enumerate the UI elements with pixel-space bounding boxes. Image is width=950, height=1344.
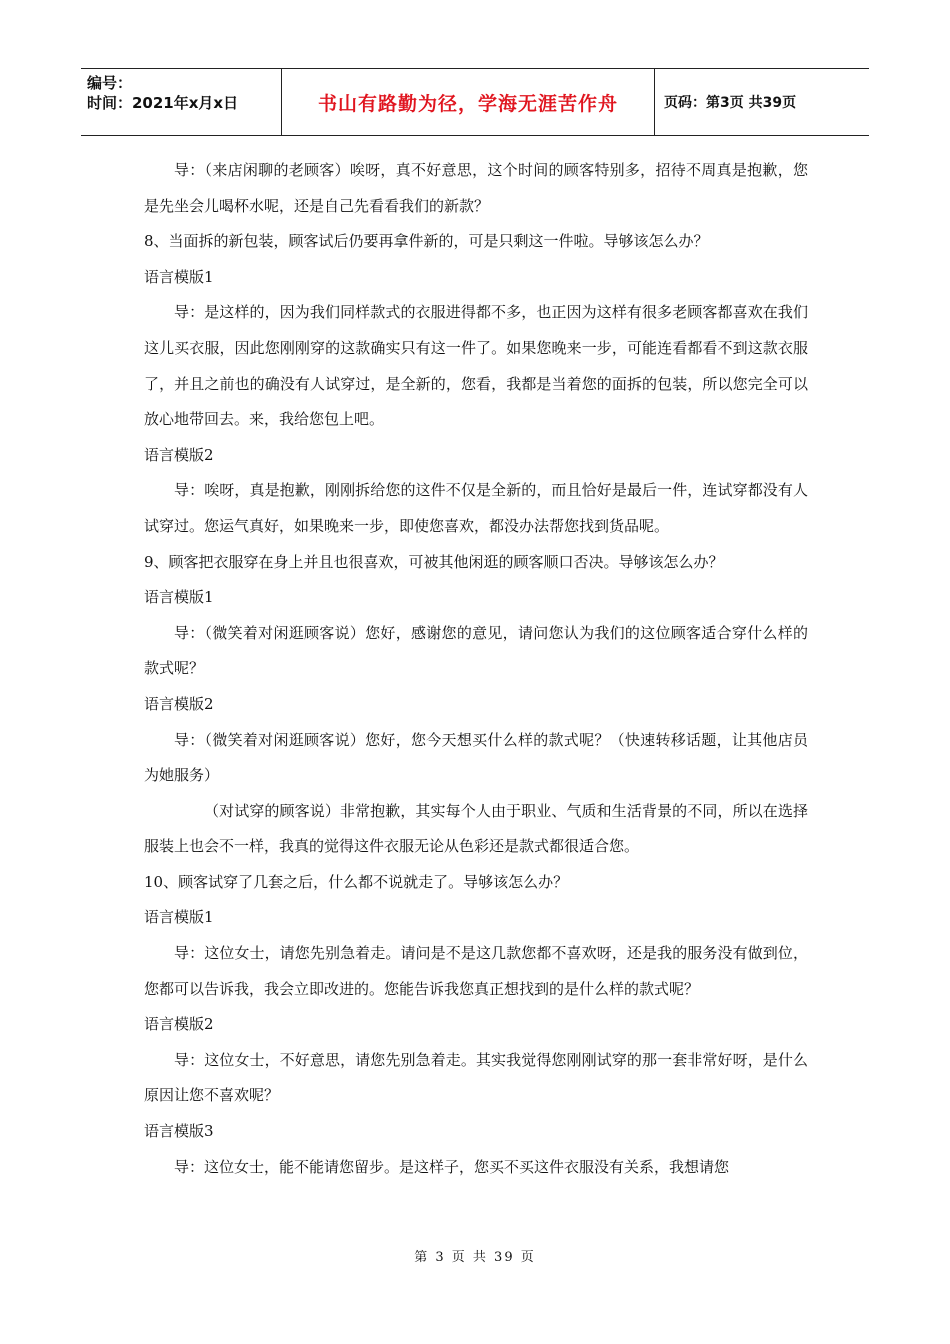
header-meta — [81, 69, 282, 135]
template-label: 语言模版2 — [144, 694, 214, 713]
paragraph: 导：这位女士，能不能请您留步。是这样子，您买不买这件衣服没有关系，我想请您 — [174, 1157, 730, 1176]
page-footer: 第 3 页 共 39 页 — [414, 1250, 536, 1265]
number-label: 编号： — [87, 74, 133, 92]
question-heading: 8、当面拆的新包装，顾客试后仍要再拿件新的，可是只剩这一件啦。导够该怎么办？ — [144, 232, 709, 251]
document-body — [144, 153, 808, 1185]
header-motto: 书山有路勤为径，学海无涯苦作舟 — [282, 69, 655, 135]
paragraph: 导：这位女士，请您先别急着走。请问是不是这几款您都不喜欢呀，还是我的服务没有做到位，您都可以告诉我，我会立即改进的。您能告诉我您真正想找到的是什么样的款式呢？ — [144, 944, 808, 998]
page-header — [81, 68, 869, 136]
paragraph: 导：（来店闲聊的老顾客）唉呀，真不好意思，这个时间的顾客特别多，招待不周真是抱歉，您是先坐会儿喝杯水呢，还是自己先看看我们的新款？ — [144, 161, 808, 215]
paragraph: 导：（微笑着对闲逛顾客说）您好，您今天想买什么样的款式呢？（快速转移话题，让其他店员为她服务） — [144, 730, 808, 785]
template-label: 语言模版1 — [144, 588, 214, 607]
paragraph: 导：是这样的，因为我们同样款式的衣服进得都不多，也正因为这样有很多老顾客都喜欢在我们这儿买衣服，因此您刚刚穿的这款确实只有这一件了。如果您晚来一步，可能连看都看不到这款衣服了，并且之前也的确没有人试穿过，是全新的，您看，我都是当着您的面拆的包装，所以您完全可以放心地带回去。来，我给您包上吧。 — [144, 303, 808, 429]
time-label: 时间：2021年x月x日 — [87, 94, 239, 112]
template-label: 语言模版2 — [144, 445, 214, 464]
paragraph: 导：这位女士，不好意思，请您先别急着走。其实我觉得您刚刚试穿的那一套非常好呀，是什么原因让您不喜欢呢？ — [144, 1050, 808, 1105]
template-label: 语言模版1 — [144, 267, 214, 286]
paragraph: 导：唉呀，真是抱歉，刚刚拆给您的这件不仅是全新的，而且恰好是最后一件，连试穿都没有人试穿过。您运气真好，如果晚来一步，即使您喜欢，都没办法帮您找到货品呢。 — [144, 481, 808, 535]
header-page-info: 页码：第3页 共39页 — [664, 95, 797, 111]
paragraph: （对试穿的顾客说）非常抱歉，其实每个人由于职业、气质和生活背景的不同，所以在选择服装上也会不一样，我真的觉得这件衣服无论从色彩还是款式都很适合您。 — [144, 801, 808, 856]
template-label: 语言模版2 — [144, 1015, 214, 1034]
question-heading: 10、顾客试穿了几套之后，什么都不说就走了。导够该怎么办？ — [144, 872, 569, 891]
template-label: 语言模版1 — [144, 908, 214, 927]
question-heading: 9、顾客把衣服穿在身上并且也很喜欢，可被其他闲逛的顾客顺口否决。导够该怎么办？ — [144, 552, 724, 571]
template-label: 语言模版3 — [144, 1122, 214, 1141]
paragraph: 导：（微笑着对闲逛顾客说）您好，感谢您的意见，请问您认为我们的这位顾客适合穿什么样的款式呢？ — [144, 623, 808, 678]
